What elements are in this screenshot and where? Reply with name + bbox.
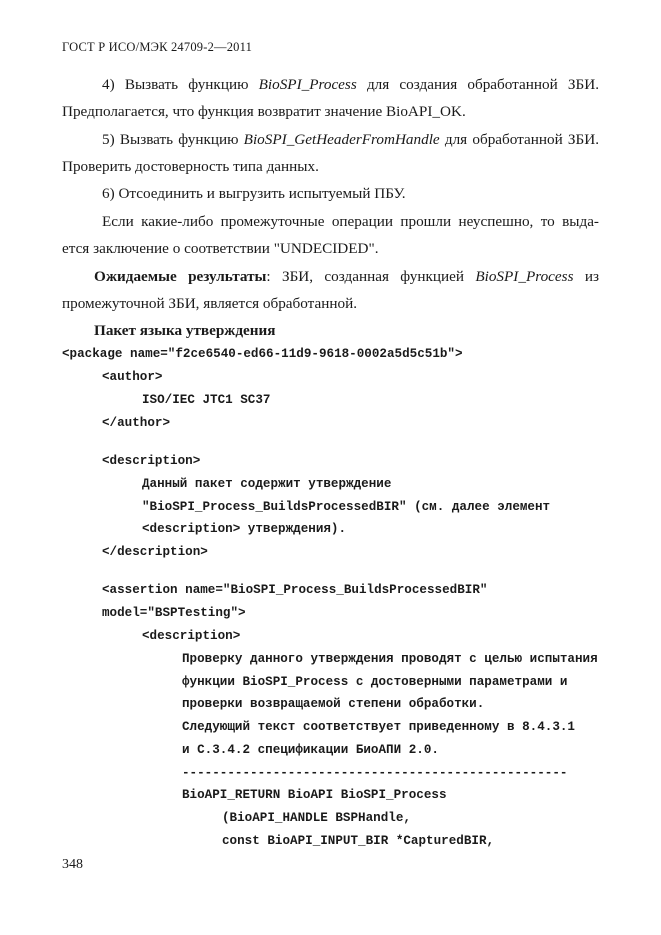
code-line: </author> xyxy=(102,416,171,430)
code-line: Данный пакет содержит утверждение xyxy=(142,477,392,491)
expected-results-label: Ожидаемые результаты xyxy=(94,268,267,285)
code-line: функции BioSPI_Process с достоверными параметрами и xyxy=(182,675,568,689)
code-line: model="BSPTesting"> xyxy=(102,606,246,620)
function-name: BioSPI_Process xyxy=(258,76,357,93)
code-line: Следующий текст соответствует приведенному в 8.4.3.1 xyxy=(182,720,575,734)
package-heading: Пакет языка утверждения xyxy=(94,322,276,339)
code-line: (BioAPI_HANDLE BSPHandle, xyxy=(222,811,411,825)
step-6: 6) Отсоединить и выгрузить испытуемый ПБУ. xyxy=(102,185,406,202)
step-5: 5) Вызвать функцию BioSPI_GetHeaderFromHandle для обработанной ЗБИ. xyxy=(102,131,599,148)
expected-results: Ожидаемые результаты: ЗБИ, созданная функцией BioSPI_Process из xyxy=(62,268,599,286)
code-line: проверки возвращаемой степени обработки. xyxy=(182,697,485,711)
function-name: BioSPI_Process xyxy=(475,268,574,285)
step-5-continued: Проверить достоверность типа данных. xyxy=(62,158,319,175)
code-line: <package name="f2ce6540-ed66-11d9-9618-0002a5d5c51b"> xyxy=(62,347,463,361)
code-line: <description> xyxy=(142,629,241,643)
expected-results-continued: промежуточной ЗБИ, является обработанной. xyxy=(62,295,357,312)
code-line: Проверку данного утверждения проводят с целью испытания xyxy=(182,652,598,666)
code-line: <description> утверждения). xyxy=(142,522,347,536)
code-line: "BioSPI_Process_BuildsProcessedBIR" (см. далее элемент xyxy=(142,500,551,514)
code-line: BioAPI_RETURN BioAPI BioSPI_Process xyxy=(182,788,447,802)
note-line-1: Если какие-либо промежуточные операции прошли неуспешно, то выда- xyxy=(102,213,599,230)
code-line: const BioAPI_INPUT_BIR *CapturedBIR, xyxy=(222,834,495,848)
code-line: ISO/IEC JTC1 SC37 xyxy=(142,393,271,407)
function-name: BioSPI_GetHeaderFromHandle xyxy=(243,131,440,148)
running-header: ГОСТ Р ИСО/МЭК 24709-2—2011 xyxy=(62,40,253,54)
code-line: <assertion name="BioSPI_Process_BuildsProcessedBIR" xyxy=(102,583,488,597)
step-4: 4) Вызвать функцию BioSPI_Process для создания обработанной ЗБИ. xyxy=(102,76,599,93)
code-line: <description> xyxy=(102,454,201,468)
page-number: 348 xyxy=(62,857,83,872)
code-line: <author> xyxy=(102,370,163,384)
code-line: и C.3.4.2 спецификации БиоАПИ 2.0. xyxy=(182,743,439,757)
code-line: </description> xyxy=(102,545,208,559)
step-4-continued: Предполагается, что функция возвратит значение BioAPI_OK. xyxy=(62,103,466,120)
code-separator: --------------------------------------------------- xyxy=(182,766,568,780)
note-line-2: ется заключение о соответствии "UNDECIDED". xyxy=(62,240,379,257)
